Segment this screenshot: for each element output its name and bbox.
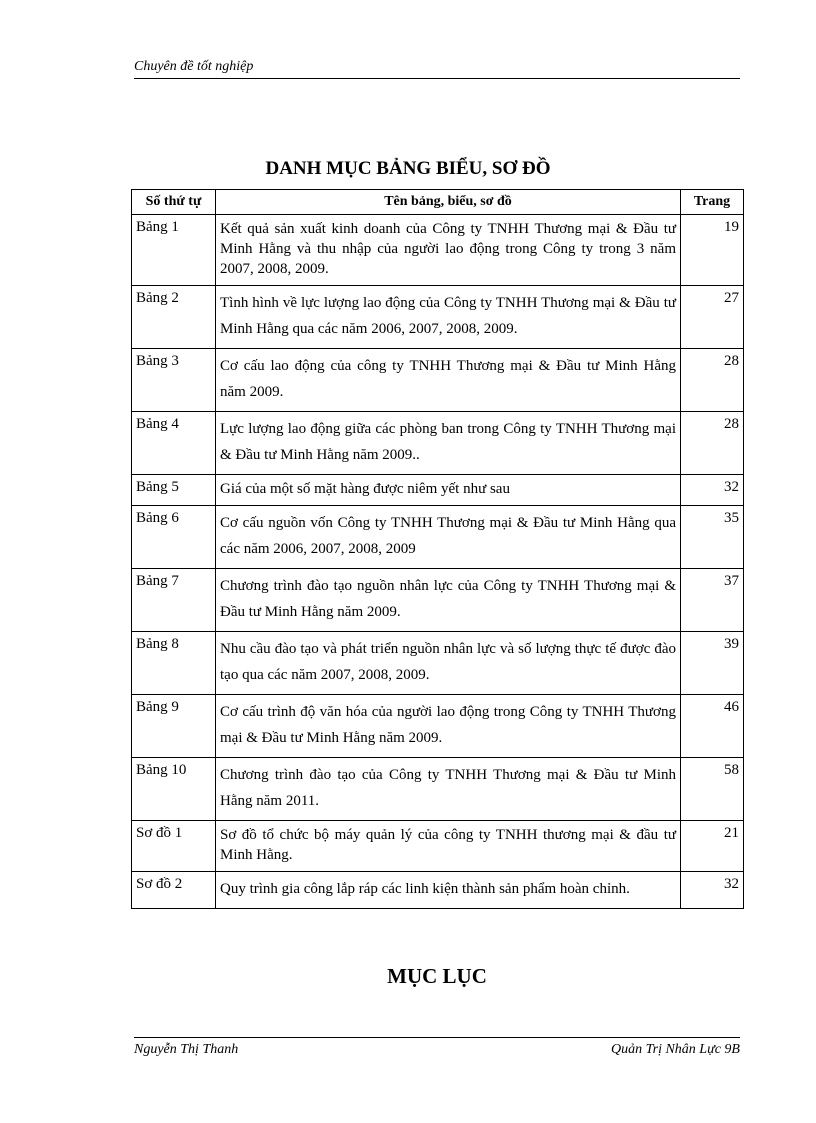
row-page: 19: [681, 215, 744, 286]
row-index: Bảng 2: [132, 286, 216, 349]
row-page: 21: [681, 821, 744, 872]
row-page: 35: [681, 506, 744, 569]
page-footer: [134, 1037, 740, 1062]
row-index: Bảng 3: [132, 349, 216, 412]
row-page: 28: [681, 349, 744, 412]
table-row: [132, 475, 744, 506]
footer-class: Quản Trị Nhân Lực 9B: [611, 1042, 740, 1057]
table-row: [132, 872, 744, 909]
table-row: [132, 286, 744, 349]
page-header: [134, 58, 740, 79]
table-row: [132, 632, 744, 695]
row-title: Tình hình về lực lượng lao động của Công ty TNHH Thương mại & Đầu tư Minh Hằng qua các năm 2006, 2007, 2008, 2009.: [216, 286, 681, 349]
row-page: 27: [681, 286, 744, 349]
table-row: [132, 506, 744, 569]
row-index: Bảng 8: [132, 632, 216, 695]
row-index: Bảng 7: [132, 569, 216, 632]
table-row: [132, 821, 744, 872]
row-index: Bảng 9: [132, 695, 216, 758]
row-index: Bảng 6: [132, 506, 216, 569]
footer-author: Nguyễn Thị Thanh: [134, 1042, 239, 1057]
row-page: 32: [681, 872, 744, 909]
row-page: 39: [681, 632, 744, 695]
row-index: Bảng 4: [132, 412, 216, 475]
column-header-page: Trang: [681, 190, 744, 215]
row-index: Sơ đồ 1: [132, 821, 216, 872]
row-page: 32: [681, 475, 744, 506]
row-page: 46: [681, 695, 744, 758]
table-row: [132, 569, 744, 632]
row-title: Kết quả sản xuất kinh doanh của Công ty TNHH Thương mại & Đầu tư Minh Hằng và thu nhập của người lao động trong Công ty trong 3 năm 2007, 2008, 2009.: [216, 215, 681, 286]
tables-list: [131, 189, 744, 909]
table-row: [132, 758, 744, 821]
row-index: Bảng 5: [132, 475, 216, 506]
row-index: Bảng 1: [132, 215, 216, 286]
row-index: Sơ đồ 2: [132, 872, 216, 909]
table-row: [132, 349, 744, 412]
table-row: [132, 695, 744, 758]
row-title: Chương trình đào tạo của Công ty TNHH Thương mại & Đầu tư Minh Hằng năm 2011.: [216, 758, 681, 821]
row-title: Quy trình gia công lắp ráp các linh kiện thành sản phẩm hoàn chỉnh.: [216, 872, 681, 909]
table-header-row: [132, 190, 744, 215]
row-title: Cơ cấu nguồn vốn Công ty TNHH Thương mại & Đầu tư Minh Hằng qua các năm 2006, 2007, 2008, 2009: [216, 506, 681, 569]
row-page: 37: [681, 569, 744, 632]
row-title: Nhu cầu đào tạo và phát triển nguồn nhân lực và số lượng thực tế được đào tạo qua các năm 2007, 2008, 2009.: [216, 632, 681, 695]
row-title: Lực lượng lao động giữa các phòng ban trong Công ty TNHH Thương mại & Đầu tư Minh Hằng năm 2009..: [216, 412, 681, 475]
row-title: Sơ đồ tổ chức bộ máy quản lý của công ty TNHH thương mại & đầu tư Minh Hằng.: [216, 821, 681, 872]
header-title: Chuyên đề tốt nghiệp: [134, 59, 254, 74]
row-title: Cơ cấu lao động của công ty TNHH Thương mại & Đầu tư Minh Hằng năm 2009.: [216, 349, 681, 412]
section-title: MỤC LỤC: [387, 964, 487, 988]
column-header-title: Tên bảng, biểu, sơ đồ: [216, 190, 681, 215]
list-title: DANH MỤC BẢNG BIỂU, SƠ ĐỒ: [265, 158, 551, 179]
row-page: 28: [681, 412, 744, 475]
row-title: Giá của một số mặt hàng được niêm yết như sau: [216, 475, 681, 506]
row-index: Bảng 10: [132, 758, 216, 821]
row-title: Cơ cấu trình độ văn hóa của người lao động trong Công ty TNHH Thương mại & Đầu tư Minh Hằng năm 2009.: [216, 695, 681, 758]
table-row: [132, 215, 744, 286]
row-page: 58: [681, 758, 744, 821]
table-row: [132, 412, 744, 475]
column-header-index: Số thứ tự: [132, 190, 216, 215]
row-title: Chương trình đào tạo nguồn nhân lực của Công ty TNHH Thương mại & Đầu tư Minh Hằng năm 2009.: [216, 569, 681, 632]
